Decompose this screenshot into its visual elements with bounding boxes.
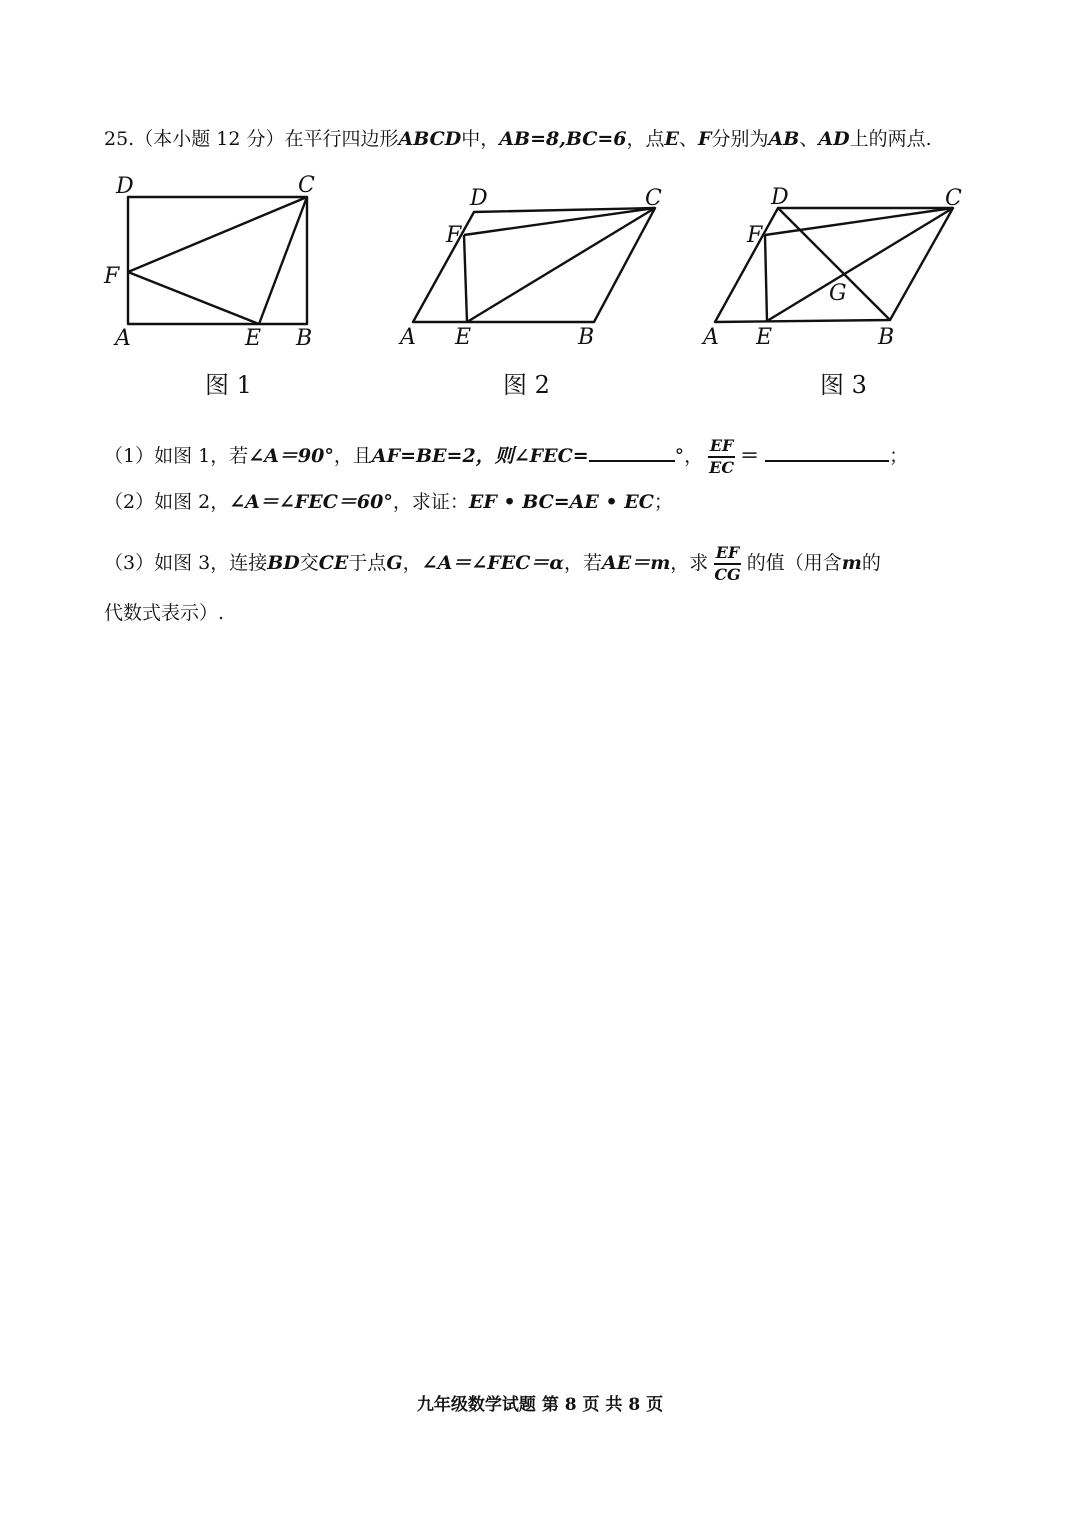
- figure-1-caption: 图 1: [205, 371, 252, 399]
- condition-angles: ∠A＝∠FEC＝α: [421, 552, 564, 574]
- stem-text: 、: [799, 128, 819, 150]
- part-text: （2）如图 2，: [104, 491, 230, 513]
- label-e: E: [245, 326, 262, 351]
- page-footer: 九年级数学试题 第 8 页 共 8 页: [416, 1395, 664, 1415]
- condition-lengths: AF=BE=2: [371, 445, 476, 467]
- label-d: D: [116, 174, 134, 199]
- degree-sign: °: [674, 445, 685, 467]
- part-text: ，求: [670, 552, 709, 574]
- label-g: G: [829, 281, 847, 306]
- stem-text: ，点: [626, 128, 665, 150]
- part-text: ，求证：: [392, 491, 469, 513]
- part-text: （1）如图 1，若: [104, 445, 249, 467]
- question-part-3-continued: [104, 601, 224, 625]
- segment-ec: [467, 208, 655, 322]
- fraction-ef-ec: [707, 436, 736, 478]
- label-f: F: [446, 223, 462, 248]
- equals-sign: ＝: [740, 445, 760, 467]
- fraction-denominator: CG: [714, 565, 741, 584]
- label-c: C: [945, 186, 962, 211]
- part-text: 于点: [348, 552, 387, 574]
- answer-blank-angle[interactable]: [589, 460, 675, 462]
- figure-1-diagram: [128, 197, 307, 324]
- given-lengths: AB=8,BC=6: [499, 128, 627, 150]
- part-text: ；: [653, 491, 673, 513]
- label-d: D: [470, 186, 488, 211]
- point-e: E: [664, 128, 680, 150]
- question-part-2: [104, 490, 673, 514]
- condition-ae: AE＝m: [601, 552, 671, 574]
- segment-fe: [765, 235, 767, 321]
- segment-fe: [128, 272, 259, 324]
- geometry-figures: [0, 0, 1080, 420]
- label-c: C: [298, 173, 315, 198]
- figure-3-caption: 图 3: [820, 371, 867, 399]
- part-text: 的: [861, 552, 881, 574]
- segment-ad: AD: [818, 128, 850, 150]
- point-g: G: [386, 552, 403, 574]
- part-text: 的值（用含: [746, 552, 842, 574]
- fraction-denominator: EC: [709, 458, 735, 477]
- stem-text: 分别为: [711, 128, 769, 150]
- fraction-ef-cg: [712, 543, 742, 585]
- segment-ab: AB: [768, 128, 800, 150]
- label-f: F: [747, 223, 763, 248]
- label-b: B: [296, 326, 313, 351]
- stem-text: 在平行四边形: [284, 128, 399, 150]
- label-e: E: [455, 325, 472, 350]
- claim-equation: EF • BC=AE • EC: [468, 491, 654, 513]
- label-c: C: [645, 186, 662, 211]
- label-d: D: [771, 185, 789, 210]
- segment-fc: [128, 197, 307, 272]
- part-text: ，: [684, 445, 704, 467]
- condition-angle: ∠A＝90°: [248, 445, 334, 467]
- answer-blank-ratio[interactable]: [765, 460, 889, 462]
- segment-fc: [765, 208, 953, 235]
- label-a: A: [115, 326, 131, 351]
- question-part-3: [104, 543, 881, 585]
- stem-text: 中，: [461, 128, 500, 150]
- variable-m: m: [841, 552, 862, 574]
- segment-fe: [464, 235, 467, 322]
- part-text: ，且: [333, 445, 372, 467]
- question-number: 25.: [104, 128, 135, 150]
- question-part-1: [104, 436, 908, 478]
- fraction-numerator: EF: [714, 543, 742, 565]
- condition-angles: ∠A＝∠FEC＝60°: [229, 491, 393, 513]
- label-a: A: [703, 325, 719, 350]
- ask-angle: ，则∠FEC=: [475, 445, 589, 467]
- figure-2-caption: 图 2: [503, 371, 550, 399]
- label-b: B: [878, 325, 895, 350]
- stem-text: 、: [679, 128, 699, 150]
- part-text: ，若: [563, 552, 602, 574]
- label-a: A: [400, 325, 416, 350]
- part-text: 代数式表示）.: [104, 602, 225, 624]
- point-f: F: [698, 128, 712, 150]
- stem-text: 上的两点.: [849, 128, 932, 150]
- fraction-numerator: EF: [708, 436, 736, 458]
- label-f: F: [104, 264, 120, 289]
- label-b: B: [578, 325, 595, 350]
- segment-bd: BD: [267, 552, 300, 574]
- score-note: （本小题 12 分）: [134, 128, 285, 150]
- part-text: ，: [402, 552, 422, 574]
- part-text: ；: [889, 445, 909, 467]
- label-e: E: [756, 325, 773, 350]
- part-text: 交: [299, 552, 319, 574]
- shape-name: ABCD: [398, 128, 462, 150]
- part-text: （3）如图 3，连接: [104, 552, 268, 574]
- segment-ce: CE: [318, 552, 349, 574]
- segment-ec: [259, 197, 307, 324]
